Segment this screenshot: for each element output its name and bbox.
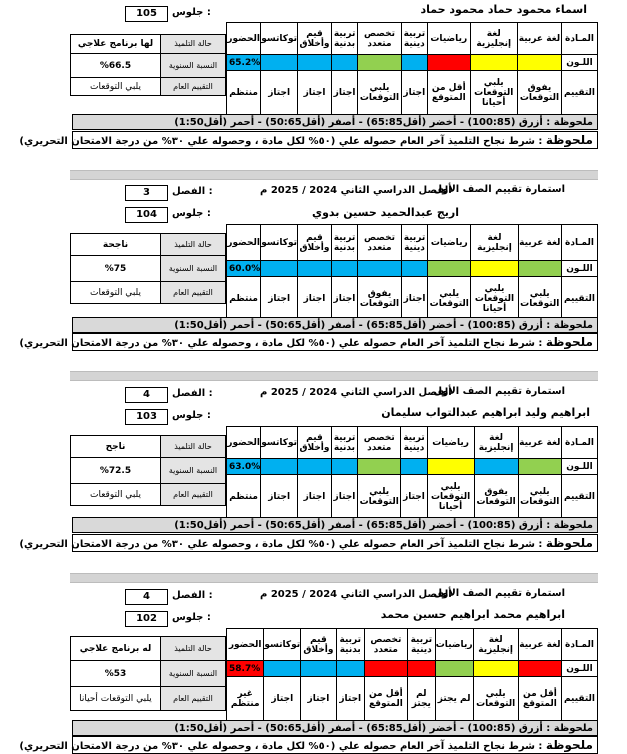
overall-label: التقييم العام — [161, 282, 226, 304]
grade-attendance: منتظم — [227, 277, 261, 321]
pass-condition-note — [19, 333, 598, 351]
subject-english: لغة إنجليزية — [470, 23, 517, 55]
seat-number-box: 102 — [125, 611, 168, 627]
color-tokkatsu — [261, 55, 298, 71]
color-header: اللـون — [562, 661, 598, 677]
subject-english: لغة إنجليزية — [473, 629, 518, 661]
color-tokkatsu — [261, 261, 298, 277]
seat-label: جلوس : — [172, 208, 211, 219]
overall-value: يلبي التوقعات — [71, 282, 161, 304]
color-key-note: ملحوظة : أزرق (100:85) - أخضر (أقل65:85) - أصفر (أقل50:65) - أحمر (أقل1:50) — [72, 517, 598, 533]
color-key-note: ملحوظة : أزرق (100:85) - أخضر (أقل65:85) - أصفر (أقل50:65) - أحمر (أقل1:50) — [72, 114, 598, 130]
grade-pe: اجتاز — [331, 71, 357, 115]
subject-multidisciplinary: تخصص متعدد — [358, 225, 402, 261]
color-math — [427, 55, 470, 71]
note-text: : شرط نجاح التلميذ آخر العام حصوله علي (٥٠% لكل مادة ، وحصوله علي ٣٠% من درجة الامتحان التحريري) — [19, 338, 543, 349]
color-attendance: 58.7% — [227, 661, 264, 677]
status-label: حالة التلميذ — [161, 436, 226, 458]
grade-math: أقل من المتوقع — [427, 71, 470, 115]
color-pe — [331, 261, 357, 277]
grades-table — [226, 224, 598, 321]
color-pe — [331, 55, 357, 71]
annual-pct-label: النسبة السنوية — [161, 54, 226, 78]
color-math — [428, 261, 471, 277]
color-values — [298, 459, 332, 475]
student-summary-table — [70, 34, 226, 96]
status-value: له برنامج علاجي — [71, 637, 161, 661]
evaluation-header: التقييم — [562, 71, 598, 115]
color-arabic — [518, 261, 561, 277]
subject-religion: تربية دينية — [401, 225, 427, 261]
status-label: حالة التلميذ — [161, 234, 226, 256]
term-label: الفصل الدراسي الثاني 2024 / 2025 م — [260, 185, 452, 196]
note-label: ملحوظة — [545, 536, 593, 550]
student-summary-table — [70, 233, 226, 304]
color-arabic — [517, 55, 561, 71]
status-label: حالة التلميذ — [161, 35, 226, 54]
pass-condition-note — [19, 534, 598, 552]
note-label: ملحوظة — [545, 335, 593, 349]
form-title: استمارة تقييم الصف الأول — [433, 588, 565, 599]
grade-english: يلبي التوقعات أحيانا — [470, 71, 517, 115]
grade-tokkatsu: اجتاز — [261, 475, 298, 519]
note-text: : شرط نجاح التلميذ آخر العام حصوله علي (٥٠% لكل مادة ، وحصوله علي ٣٠% من درجة الامتحان التحريري) — [19, 741, 543, 752]
color-key-note: ملحوظة : أزرق (100:85) - أخضر (أقل65:85) - أصفر (أقل50:65) - أحمر (أقل1:50) — [72, 317, 598, 333]
grade-pe: اجتاز — [331, 277, 357, 321]
seat-number-box: 104 — [125, 207, 168, 223]
subject-arabic: لغة عربية — [518, 629, 561, 661]
grade-math: يلبي التوقعات أحيانا — [427, 475, 474, 519]
class-number-box: 3 — [125, 185, 168, 201]
annual-pct-value: %75 — [71, 256, 161, 282]
grade-arabic: يفوق التوقعات — [517, 71, 561, 115]
grade-multidisciplinary: يلبي التوقعات — [358, 475, 401, 519]
color-key-note: ملحوظة : أزرق (100:85) - أخضر (أقل65:85) - أصفر (أقل50:65) - أحمر (أقل1:50) — [72, 720, 598, 736]
subject-header: المـادة — [562, 629, 598, 661]
section-divider — [70, 170, 598, 180]
grade-arabic: أقل من المتوقع — [518, 677, 561, 721]
subject-pe: تربية بدنية — [331, 23, 357, 55]
status-value: لها برنامج علاجي — [71, 35, 161, 54]
seat-number-box: 105 — [125, 6, 168, 22]
annual-pct-value: %53 — [71, 661, 161, 687]
grade-tokkatsu: اجتاز — [261, 71, 298, 115]
overall-value: يلبي التوقعات — [71, 484, 161, 506]
class-label: الفصل : — [172, 388, 213, 399]
grade-attendance: منتظم — [227, 475, 261, 519]
grade-tokkatsu: اجتاز — [264, 677, 301, 721]
subject-multidisciplinary: تخصص متعدد — [358, 427, 401, 459]
subject-header: المـادة — [562, 23, 598, 55]
color-multidisciplinary — [358, 55, 402, 71]
subject-values: قيم وأخلاق — [298, 23, 332, 55]
grade-multidisciplinary: يلبي التوقعات — [358, 71, 402, 115]
overall-label: التقييم العام — [161, 484, 226, 506]
evaluation-header: التقييم — [562, 677, 598, 721]
color-header: اللـون — [562, 55, 598, 71]
subject-english: لغة إنجليزية — [474, 427, 518, 459]
color-religion — [401, 55, 427, 71]
subject-math: رياضيات — [435, 629, 473, 661]
subject-multidisciplinary: تخصص متعدد — [364, 629, 407, 661]
grade-multidisciplinary: يفوق التوقعات — [358, 277, 402, 321]
color-arabic — [518, 661, 561, 677]
grade-religion: لم يجتز — [407, 677, 435, 721]
color-multidisciplinary — [364, 661, 407, 677]
overall-value: يلبي التوقعات أحيانا — [71, 687, 161, 711]
grade-english: يلبي التوقعات أحيانا — [471, 277, 518, 321]
grade-math: لم يجتز — [435, 677, 473, 721]
term-label: الفصل الدراسي الثاني 2024 / 2025 م — [260, 387, 452, 398]
grades-table — [226, 426, 598, 519]
annual-pct-label: النسبة السنوية — [161, 661, 226, 687]
note-label: ملحوظة — [545, 133, 593, 147]
color-math — [427, 459, 474, 475]
grade-attendance: منتظم — [227, 71, 261, 115]
overall-label: التقييم العام — [161, 78, 226, 96]
student-name: اريج عبدالحميد حسين بدوي — [312, 206, 459, 219]
overall-label: التقييم العام — [161, 687, 226, 711]
annual-pct-label: النسبة السنوية — [161, 458, 226, 484]
note-label: ملحوظة — [545, 738, 593, 752]
student-card-2 — [0, 180, 627, 360]
overall-value: يلبي التوقعات — [71, 78, 161, 96]
color-tokkatsu — [264, 661, 301, 677]
subject-arabic: لغة عربية — [517, 23, 561, 55]
grade-arabic: يلبي التوقعات — [518, 475, 561, 519]
status-label: حالة التلميذ — [161, 637, 226, 661]
note-text: : شرط نجاح التلميذ آخر العام حصوله علي (٥٠% لكل مادة ، وحصوله علي ٣٠% من درجة الامتحان التحريري) — [19, 539, 543, 550]
subject-attendance: الحضور — [227, 427, 261, 459]
grade-religion: اجتاز — [401, 475, 427, 519]
color-religion — [407, 661, 435, 677]
subject-multidisciplinary: تخصص متعدد — [358, 23, 402, 55]
subject-arabic: لغة عربية — [518, 225, 561, 261]
subject-pe: تربية بدنية — [331, 225, 357, 261]
color-tokkatsu — [261, 459, 298, 475]
color-math — [435, 661, 473, 677]
color-values — [298, 55, 332, 71]
subject-values: قيم وأخلاق — [301, 629, 336, 661]
color-attendance: 60.0% — [227, 261, 261, 277]
grade-religion: اجتاز — [401, 277, 427, 321]
section-divider — [70, 573, 598, 583]
status-value: ناجحة — [71, 234, 161, 256]
grade-math: يلبي التوقعات — [428, 277, 471, 321]
form-title: استمارة تقييم الصف الأول — [433, 184, 565, 195]
subject-religion: تربية دينية — [407, 629, 435, 661]
subject-english: لغة إنجليزية — [471, 225, 518, 261]
color-arabic — [518, 459, 561, 475]
grade-tokkatsu: اجتاز — [261, 277, 298, 321]
form-title: استمارة تقييم الصف الأول — [433, 386, 565, 397]
pass-condition-note — [19, 736, 598, 754]
student-card-3 — [0, 382, 627, 562]
color-header: اللـون — [562, 459, 598, 475]
annual-pct-label: النسبة السنوية — [161, 256, 226, 282]
subject-tokkatsu: توكاتسو — [261, 225, 298, 261]
subject-math: رياضيات — [428, 225, 471, 261]
color-english — [473, 661, 518, 677]
annual-pct-value: %72.5 — [71, 458, 161, 484]
class-label: الفصل : — [172, 186, 213, 197]
subject-arabic: لغة عربية — [518, 427, 561, 459]
subject-tokkatsu: توكاتسو — [264, 629, 301, 661]
seat-label: جلوس : — [172, 7, 211, 18]
color-religion — [401, 261, 427, 277]
color-english — [474, 459, 518, 475]
subject-attendance: الحضور — [227, 23, 261, 55]
color-attendance: 65.2% — [227, 55, 261, 71]
annual-pct-value: %66.5 — [71, 54, 161, 78]
grade-values: اجتاز — [298, 277, 332, 321]
color-religion — [401, 459, 427, 475]
term-label: الفصل الدراسي الثاني 2024 / 2025 م — [260, 589, 452, 600]
student-name: اسماء محمود حماد محمود حماد — [420, 3, 587, 16]
section-divider — [70, 371, 598, 381]
grade-pe: اجتاز — [336, 677, 364, 721]
class-label: الفصل : — [172, 590, 213, 601]
grade-english: يفوق التوقعات — [474, 475, 518, 519]
evaluation-header: التقييم — [562, 277, 598, 321]
subject-header: المـادة — [562, 225, 598, 261]
color-values — [298, 261, 332, 277]
seat-label: جلوس : — [172, 410, 211, 421]
color-attendance: 63.0% — [227, 459, 261, 475]
subject-attendance: الحضور — [227, 629, 264, 661]
pass-condition-note — [19, 131, 598, 149]
evaluation-header: التقييم — [562, 475, 598, 519]
subject-tokkatsu: توكاتسو — [261, 427, 298, 459]
grade-english: يلبي التوقعات — [473, 677, 518, 721]
subject-tokkatsu: توكاتسو — [261, 23, 298, 55]
grades-table — [226, 22, 598, 115]
note-text: : شرط نجاح التلميذ آخر العام حصوله علي (٥٠% لكل مادة ، وحصوله علي ٣٠% من درجة الامتحان التحريري) — [19, 136, 543, 147]
subject-pe: تربية بدنية — [336, 629, 364, 661]
student-card-1 — [0, 0, 627, 160]
subject-math: رياضيات — [427, 427, 474, 459]
color-multidisciplinary — [358, 459, 401, 475]
grade-multidisciplinary: أقل من المتوقع — [364, 677, 407, 721]
color-multidisciplinary — [358, 261, 402, 277]
subject-header: المـادة — [562, 427, 598, 459]
color-english — [470, 55, 517, 71]
seat-number-box: 103 — [125, 409, 168, 425]
color-english — [471, 261, 518, 277]
student-summary-table — [70, 636, 226, 711]
subject-attendance: الحضور — [227, 225, 261, 261]
grade-values: اجتاز — [298, 475, 332, 519]
subject-values: قيم وأخلاق — [298, 225, 332, 261]
seat-label: جلوس : — [172, 612, 211, 623]
color-values — [301, 661, 336, 677]
color-header: اللـون — [562, 261, 598, 277]
class-number-box: 4 — [125, 387, 168, 403]
student-card-4 — [0, 584, 627, 750]
color-pe — [336, 661, 364, 677]
student-name: ابراهيم وليد ابراهيم عبدالتواب سليمان — [381, 406, 590, 419]
subject-religion: تربية دينية — [401, 427, 427, 459]
grade-attendance: غير منتظم — [227, 677, 264, 721]
grade-pe: اجتاز — [331, 475, 357, 519]
subject-math: رياضيات — [427, 23, 470, 55]
student-name: ابراهيم محمد ابراهيم حسين محمد — [380, 608, 565, 621]
status-value: ناجح — [71, 436, 161, 458]
subject-pe: تربية بدنية — [331, 427, 357, 459]
grade-values: اجتاز — [301, 677, 336, 721]
subject-values: قيم وأخلاق — [298, 427, 332, 459]
subject-religion: تربية دينية — [401, 23, 427, 55]
student-summary-table — [70, 435, 226, 506]
grade-values: اجتاز — [298, 71, 332, 115]
grade-religion: اجتاز — [401, 71, 427, 115]
grade-arabic: يلبي التوقعات — [518, 277, 561, 321]
grades-table — [226, 628, 598, 721]
color-pe — [331, 459, 357, 475]
class-number-box: 4 — [125, 589, 168, 605]
